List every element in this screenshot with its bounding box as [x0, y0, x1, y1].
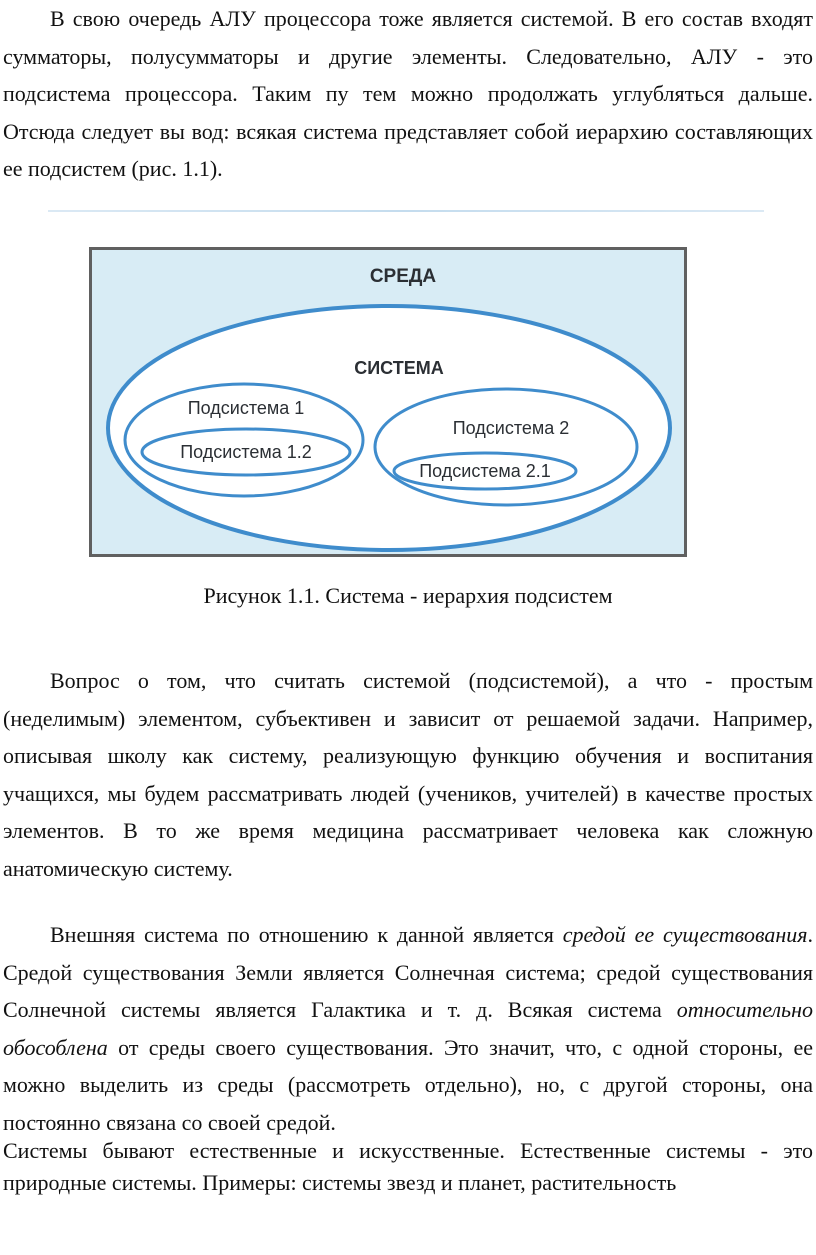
system-label: СИСТЕМА	[354, 358, 444, 378]
environment-label: СРЕДА	[369, 266, 437, 287]
text-span: . Средой существования Земли является Солнечная система; средой существования Солнечной системы является Галактика и т. д. Всякая система	[3, 922, 813, 1022]
subsystem21-label: Подсистема 2.1	[419, 461, 551, 481]
text-span: от среды своего существования. Это значит, что, с одной стороны, ее можно выделить из среды (рассмотреть отдельно), но, с другой стороны, она постоянно связана со своей средой.	[3, 1034, 813, 1135]
paragraph-environment	[3, 916, 813, 1141]
emphasis-environment: средой ее существования	[562, 922, 808, 947]
subsystem2-label: Подсистема 2	[452, 418, 570, 438]
text-span: Внешняя система по отношению к данной является	[50, 922, 563, 947]
emphasis-relatively-isolated: относительно обособлена	[3, 997, 813, 1060]
subsystem1-label: Подсистема 1	[187, 398, 305, 418]
paragraph-natural-artificial: Системы бывают естественные и искусственные. Естественные системы - это природные системы. Примеры: системы звезд и планет, растительность	[3, 1138, 813, 1195]
paragraph-subjective-element: Вопрос о том, что считать системой (подсистемой), а что - простым (неделимым) элементом, субъективен и зависит от решаемой задачи. Например, описывая школу как систему, реализующую функцию обучения и воспитания учащихся, мы будем рассматривать людей (учеников, учителей) в качестве простых элементов. В то же время медицина рассматривает человека как сложную анатомическую систему.	[3, 668, 813, 881]
paragraph-alu-hierarchy: В свою очередь АЛУ процессора тоже является системой. В его состав входят сумматоры, полусумматоры и другие элементы. Следовательно, АЛУ - это подсистема процессора. Таким пу тем можно продолжать углубляться дальше. Отсюда следует вы вод: всякая система представляет собой иерархию составляющих ее подсистем (рис. 1.1).	[3, 6, 813, 181]
figure-caption: Рисунок 1.1. Система - иерархия подсистем	[203, 583, 613, 608]
figure-system-hierarchy	[89, 247, 687, 557]
separator-line	[48, 210, 764, 212]
subsystem12-label: Подсистема 1.2	[180, 442, 312, 462]
